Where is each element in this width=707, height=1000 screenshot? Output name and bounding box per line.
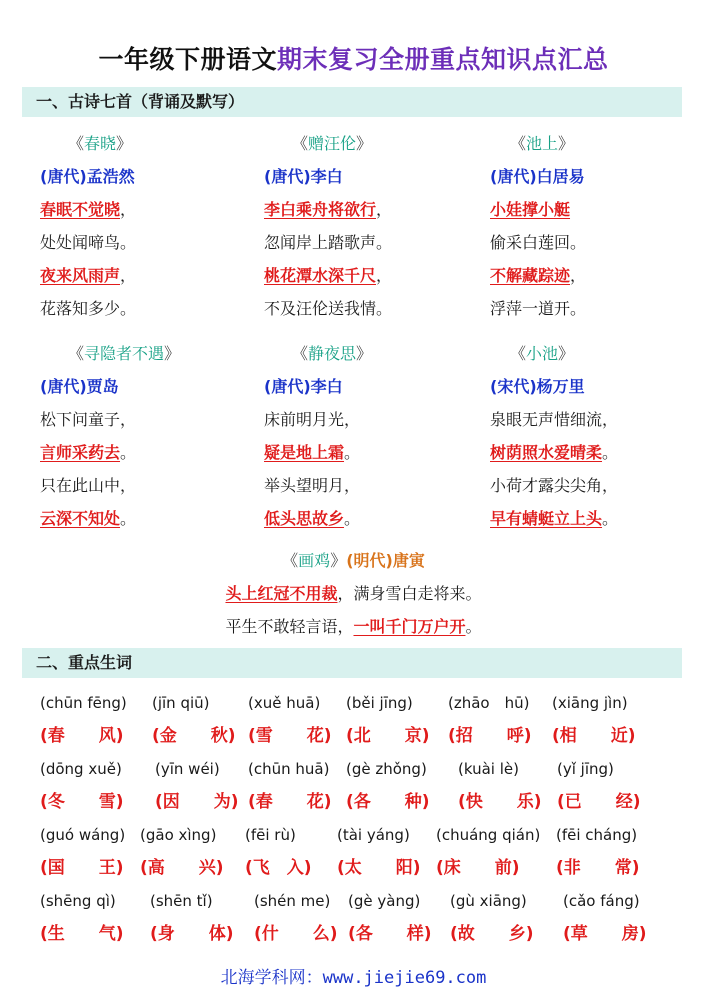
punctuation: ， xyxy=(120,476,137,495)
key-line: 云深不知处 xyxy=(40,509,121,528)
key-line: 桃花潭水深千尺 xyxy=(264,266,377,285)
poem-line xyxy=(264,226,464,259)
vocab-pinyin-row xyxy=(40,687,680,720)
vocab-hanzi: (相 近) xyxy=(552,726,636,746)
vocab-hanzi: (雪 花) xyxy=(248,726,332,746)
poem-title: 画鸡 xyxy=(298,551,331,570)
key-line: 不解藏踪迹 xyxy=(490,266,571,285)
plain-line: 举头望明月 xyxy=(264,476,345,495)
key-line: 低头思故乡 xyxy=(264,509,345,528)
vocab-hanzi: (已 经) xyxy=(557,792,641,812)
plain-line: 不及汪伦送我情 xyxy=(264,299,377,318)
poem-title: 赠汪伦 xyxy=(308,134,357,153)
vocab-pinyin: (guó wáng) xyxy=(40,826,126,844)
vocab-pinyin: (chūn huā) xyxy=(248,760,330,778)
plain-line: 小荷才露尖尖角 xyxy=(490,476,603,495)
punctuation: 。 xyxy=(570,233,587,252)
poem-author: (唐代)孟浩然 xyxy=(40,167,135,186)
poem-title-line: 《池上》 xyxy=(510,134,575,153)
vocab-pinyin: (yǐ jīng) xyxy=(557,760,614,778)
punctuation: ， xyxy=(376,200,393,219)
vocab-pinyin: (cǎo fáng) xyxy=(563,892,640,910)
vocab-pinyin: (dōng xuě) xyxy=(40,760,122,778)
key-line: 春眠不觉晓 xyxy=(40,200,121,219)
key-line: 头上红冠不用裁 xyxy=(225,584,338,603)
plain-line: 床前明月光 xyxy=(264,410,345,429)
vocab-pinyin: (kuài lè) xyxy=(458,760,519,778)
vocab-pinyin-row xyxy=(40,819,680,852)
vocab-hanzi: (招 呼) xyxy=(448,726,532,746)
vocab-pinyin: (shēn tǐ) xyxy=(150,892,213,910)
plain-line: 花落知多少 xyxy=(40,299,121,318)
poem-hua-ji-line-1: 头上红冠不用裁，满身雪白走将来。 xyxy=(225,584,482,603)
vocab-hanzi: (春 风) xyxy=(40,726,124,746)
vocab-pinyin: (yīn wéi) xyxy=(155,760,220,778)
poem-line xyxy=(490,502,690,535)
key-line: 一叫千门万户开 xyxy=(353,617,466,636)
punctuation: 。 xyxy=(120,233,137,252)
vocab-hanzi: (床 前) xyxy=(436,858,520,878)
poem-line xyxy=(490,193,690,226)
poem-title: 小池 xyxy=(526,344,559,363)
vocab-pinyin-row xyxy=(40,885,680,918)
vocab-hanzi: (什 么) xyxy=(254,924,338,944)
vocab-hanzi: (国 王) xyxy=(40,858,124,878)
poem-block xyxy=(40,337,240,535)
punctuation: 。 xyxy=(570,299,587,318)
key-line: 疑是地上霜 xyxy=(264,443,345,462)
vocab-hanzi: (身 体) xyxy=(150,924,234,944)
punctuation: ， xyxy=(120,410,137,429)
punctuation: ， xyxy=(602,410,619,429)
punctuation: 。 xyxy=(602,443,619,462)
vocab-hanzi: (高 兴) xyxy=(140,858,224,878)
poem-hua-ji xyxy=(0,544,707,643)
plain-line: 处处闻啼鸟 xyxy=(40,233,121,252)
punctuation: 。 xyxy=(344,509,361,528)
punctuation: 。 xyxy=(120,299,137,318)
poem-line xyxy=(490,403,690,436)
vocab-hanzi: (故 乡) xyxy=(450,924,534,944)
poem-line xyxy=(40,292,240,325)
punctuation: 。 xyxy=(344,443,361,462)
section-heading-vocab: 二、重点生词 xyxy=(22,648,682,678)
vocab-hanzi: (冬 雪) xyxy=(40,792,124,812)
poem-block xyxy=(40,127,240,325)
footer-url: www.jiejie69.com xyxy=(322,968,487,988)
key-line: 树荫照水爱晴柔 xyxy=(490,443,603,462)
poem-line xyxy=(40,436,240,469)
punctuation: ， xyxy=(120,266,137,285)
vocab-hanzi: (生 气) xyxy=(40,924,124,944)
plain-line: 泉眼无声惜细流 xyxy=(490,410,603,429)
vocab-pinyin: (shēng qì) xyxy=(40,892,116,910)
poem-line xyxy=(264,259,464,292)
vocab-pinyin: (xiāng jìn) xyxy=(552,694,628,712)
vocab-hanzi: (飞 入) xyxy=(245,858,312,878)
poem-hua-ji-header: 《画鸡》(明代)唐寅 xyxy=(282,551,425,570)
poem-author: (明代)唐寅 xyxy=(346,551,425,570)
poem-line xyxy=(490,469,690,502)
poem-title-line: 《赠汪伦》 xyxy=(292,134,373,153)
vocab-grid xyxy=(40,687,680,951)
poem-block xyxy=(490,127,690,325)
poem-line xyxy=(40,502,240,535)
title-part-2: 期末复习全册重点知识点汇总 xyxy=(277,45,609,74)
vocab-hanzi: (非 常) xyxy=(556,858,640,878)
poem-title-line: 《春晓》 xyxy=(68,134,133,153)
vocab-pinyin: (chūn fēng) xyxy=(40,694,127,712)
poem-title: 池上 xyxy=(526,134,559,153)
key-line: 早有蜻蜓立上头 xyxy=(490,509,603,528)
vocab-hanzi: (金 秋) xyxy=(152,726,236,746)
punctuation: ， xyxy=(602,476,619,495)
poem-line xyxy=(40,259,240,292)
poem-line xyxy=(490,259,690,292)
plain-line: 偷采白莲回 xyxy=(490,233,571,252)
vocab-hanzi-row xyxy=(40,786,680,819)
vocab-pinyin: (gāo xìng) xyxy=(140,826,217,844)
poem-title: 静夜思 xyxy=(308,344,357,363)
vocab-pinyin: (gè zhǒng) xyxy=(346,760,427,778)
punctuation: 。 xyxy=(376,299,393,318)
vocab-hanzi-row xyxy=(40,720,680,753)
vocab-pinyin: (tài yáng) xyxy=(337,826,410,844)
poem-author: (唐代)贾岛 xyxy=(40,377,119,396)
section-heading-poems: 一、古诗七首（背诵及默写） xyxy=(22,87,682,117)
poem-title-line: 《静夜思》 xyxy=(292,344,373,363)
page-title xyxy=(0,40,707,76)
punctuation: ， xyxy=(344,476,361,495)
poem-hua-ji-line-2: 平生不敢轻言语，一叫千门万户开。 xyxy=(225,617,482,636)
vocab-hanzi: (草 房) xyxy=(563,924,647,944)
vocab-pinyin: (gù xiāng) xyxy=(450,892,527,910)
punctuation: 。 xyxy=(602,509,619,528)
vocab-pinyin-row xyxy=(40,753,680,786)
vocab-pinyin: (shén me) xyxy=(254,892,331,910)
vocab-hanzi: (因 为) xyxy=(155,792,239,812)
poem-line xyxy=(40,226,240,259)
poem-block xyxy=(490,337,690,535)
vocab-pinyin: (jīn qiū) xyxy=(152,694,210,712)
vocab-hanzi: (各 样) xyxy=(348,924,432,944)
poem-author: (唐代)李白 xyxy=(264,377,343,396)
key-line: 小娃撑小艇 xyxy=(490,200,571,219)
poem-line xyxy=(40,469,240,502)
vocab-pinyin: (chuáng qián) xyxy=(436,826,541,844)
poem-block xyxy=(264,127,464,325)
vocab-pinyin: (běi jīng) xyxy=(346,694,413,712)
poem-title-line: 《小池》 xyxy=(510,344,575,363)
punctuation: 。 xyxy=(120,509,137,528)
poem-line xyxy=(490,226,690,259)
vocab-hanzi: (北 京) xyxy=(346,726,430,746)
punctuation: ， xyxy=(376,266,393,285)
vocab-hanzi: (春 花) xyxy=(248,792,332,812)
plain-line: 松下问童子 xyxy=(40,410,121,429)
key-line: 夜来风雨声 xyxy=(40,266,121,285)
vocab-hanzi-row xyxy=(40,852,680,885)
punctuation: 。 xyxy=(376,233,393,252)
poem-line xyxy=(264,502,464,535)
footer-label: 北海学科网： xyxy=(220,968,323,988)
poem-line xyxy=(264,292,464,325)
poem-line xyxy=(490,292,690,325)
poem-author: (唐代)李白 xyxy=(264,167,343,186)
vocab-hanzi-row xyxy=(40,918,680,951)
vocab-pinyin: (zhāo hū) xyxy=(448,694,530,712)
poem-author: (宋代)杨万里 xyxy=(490,377,585,396)
vocab-hanzi: (太 阳) xyxy=(337,858,421,878)
poem-line xyxy=(264,403,464,436)
key-line: 李白乘舟将欲行 xyxy=(264,200,377,219)
vocab-hanzi: (各 种) xyxy=(346,792,430,812)
plain-line: 只在此山中 xyxy=(40,476,121,495)
poem-line xyxy=(264,469,464,502)
poem-author: (唐代)白居易 xyxy=(490,167,585,186)
poem-block xyxy=(264,337,464,535)
punctuation: ， xyxy=(570,266,587,285)
poem-title: 春晓 xyxy=(84,134,117,153)
plain-line: 忽闻岸上踏歌声 xyxy=(264,233,377,252)
title-part-1: 一年级下册语文 xyxy=(98,45,277,74)
footer-watermark xyxy=(0,963,707,988)
poem-line xyxy=(40,193,240,226)
punctuation: 。 xyxy=(120,443,137,462)
vocab-pinyin: (gè yàng) xyxy=(348,892,421,910)
vocab-pinyin: (fēi cháng) xyxy=(556,826,638,844)
poem-line xyxy=(490,436,690,469)
poem-title: 寻隐者不遇 xyxy=(84,344,165,363)
poem-line xyxy=(40,403,240,436)
key-line: 言师采药去 xyxy=(40,443,121,462)
poem-line xyxy=(264,436,464,469)
plain-line: 浮萍一道开 xyxy=(490,299,571,318)
vocab-pinyin: (xuě huā) xyxy=(248,694,321,712)
poem-line xyxy=(264,193,464,226)
punctuation: ， xyxy=(120,200,137,219)
vocab-pinyin: (fēi rù) xyxy=(245,826,296,844)
vocab-hanzi: (快 乐) xyxy=(458,792,542,812)
punctuation: ， xyxy=(344,410,361,429)
poem-title-line: 《寻隐者不遇》 xyxy=(68,344,181,363)
